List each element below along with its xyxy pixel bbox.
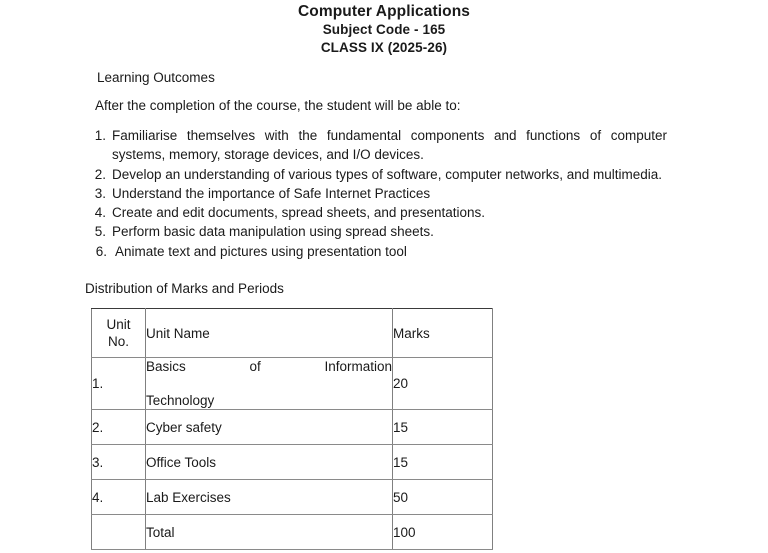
class-session: CLASS IX (2025-26) <box>320 40 448 55</box>
column-header-unit-no-line1: Unit <box>106 317 131 333</box>
cell-unit-name: Lab Exercises <box>146 480 393 515</box>
column-header-marks: Marks <box>393 309 493 358</box>
list-item-marker: 1. <box>94 128 106 143</box>
table-row <box>92 410 493 445</box>
list-item-marker: 4. <box>94 205 106 221</box>
list-item-marker: 2. <box>94 166 106 182</box>
list-item <box>84 184 667 203</box>
cell-unit-name: Office Tools <box>146 445 393 480</box>
cell-unit-name-line2: Technology <box>146 393 215 409</box>
cell-marks: 100 <box>393 515 493 550</box>
marks-table-container <box>91 308 492 550</box>
list-item <box>84 203 667 222</box>
table-row <box>92 480 493 515</box>
cell-marks: 50 <box>393 480 493 515</box>
list-item-marker: 3. <box>94 185 106 201</box>
table-header-row <box>92 309 493 358</box>
table-row <box>92 358 493 410</box>
cell-unit-no: 1. <box>92 358 146 410</box>
cell-unit-no: 4. <box>92 480 146 515</box>
cell-marks: 15 <box>393 445 493 480</box>
list-item-text: Create and edit documents, spread sheets, and presentations. <box>112 205 485 221</box>
list-item-text: Perform basic data manipulation using spread sheets. <box>112 224 434 240</box>
list-item <box>84 126 667 165</box>
column-header-unit-no-line2: No. <box>107 334 129 350</box>
table-row-total <box>92 515 493 550</box>
cell-marks: 15 <box>393 410 493 445</box>
learning-outcomes-intro: After the completion of the course, the student will be able to: <box>95 98 461 113</box>
cell-unit-no: 3. <box>92 445 146 480</box>
column-header-unit-name: Unit Name <box>146 309 393 358</box>
list-item-text: Familiarise themselves with the fundamental components and functions of computer systems, memory, storage devices, and I/O devices. <box>112 128 667 163</box>
marks-distribution-heading: Distribution of Marks and Periods <box>85 281 284 297</box>
list-item-marker: 6. <box>95 243 107 259</box>
learning-outcomes-list <box>0 126 768 261</box>
table-row <box>92 445 493 480</box>
list-item <box>84 222 667 241</box>
learning-outcomes-heading: Learning Outcomes <box>97 70 215 85</box>
list-item <box>84 242 667 261</box>
cell-unit-name-line1: Basics of Information <box>146 359 392 375</box>
cell-unit-no: 2. <box>92 410 146 445</box>
page-title: Computer Applications <box>297 3 471 20</box>
column-header-unit-no <box>92 309 146 358</box>
cell-unit-name <box>146 358 393 410</box>
list-item <box>84 165 667 184</box>
cell-marks: 20 <box>393 358 493 410</box>
cell-unit-name: Cyber safety <box>146 410 393 445</box>
list-item-text: Develop an understanding of various types of software, computer networks, and multimedia. <box>112 166 663 182</box>
list-item-text: Understand the importance of Safe Internet Practices <box>112 185 431 201</box>
cell-unit-no <box>92 515 146 550</box>
document-header <box>0 0 768 57</box>
cell-unit-name: Total <box>146 515 393 550</box>
subject-code: Subject Code - 165 <box>322 22 446 37</box>
marks-distribution-table <box>91 308 493 550</box>
list-item-text: Animate text and pictures using presentation tool <box>115 243 407 259</box>
list-item-marker: 5. <box>94 224 106 240</box>
